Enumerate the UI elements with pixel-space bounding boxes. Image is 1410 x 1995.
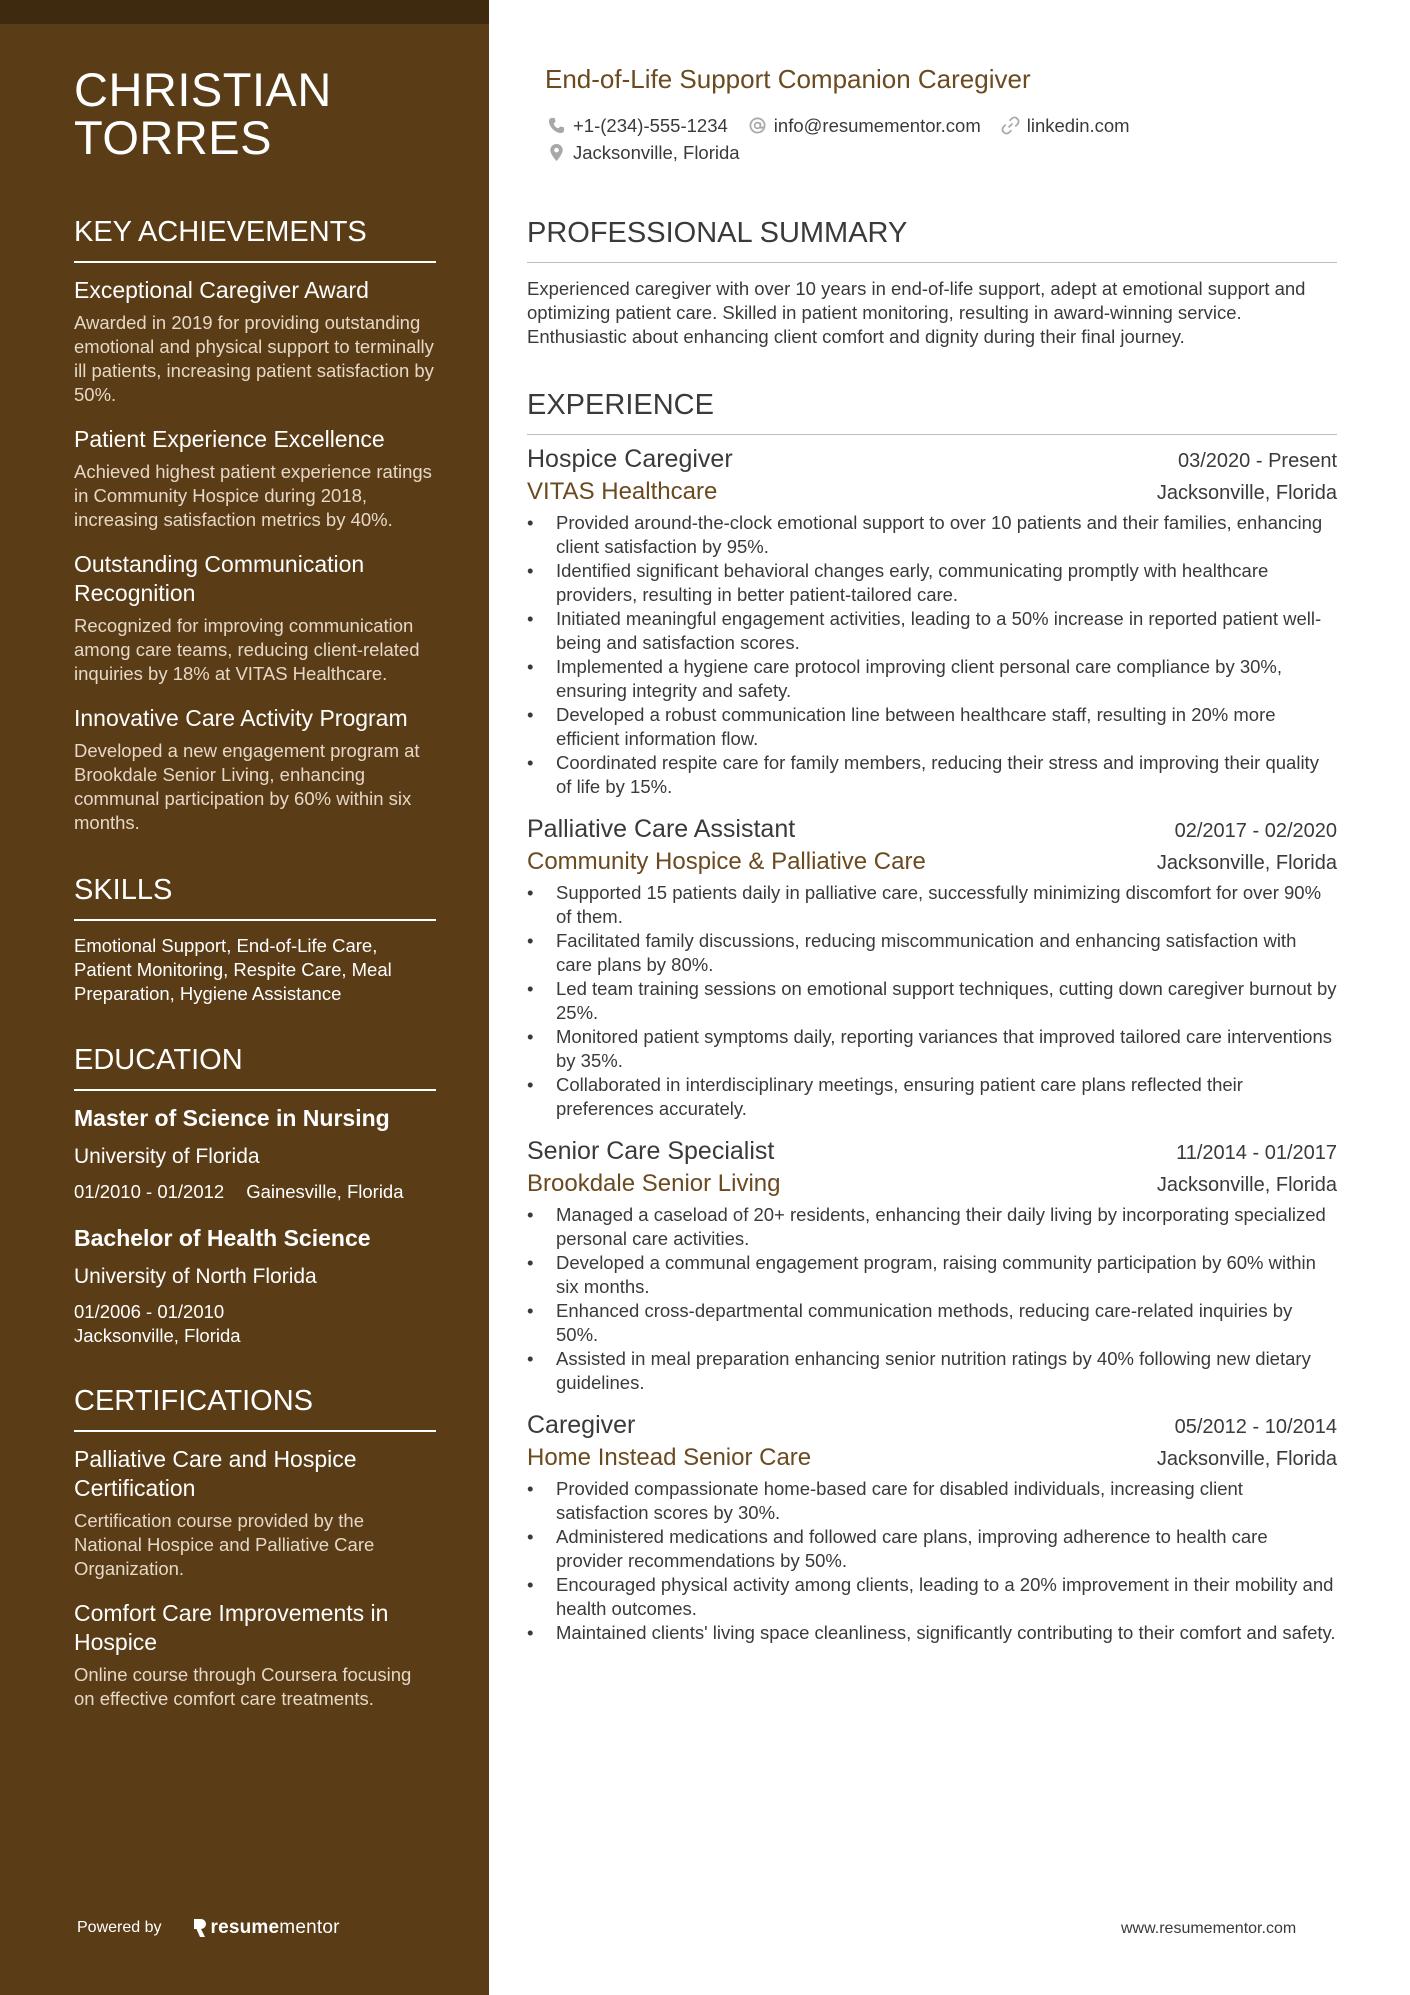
contact-email[interactable] [748,115,981,137]
experience-item [527,813,1337,1121]
education-school: University of North Florida [74,1265,317,1288]
certification-desc: Certification course provided by the National Hospice and Palliative Care Organization. [74,1510,375,1579]
bullet-item: • Collaborated in interdisciplinary meetings, ensuring patient care plans reflected their preferences accurately. [527,1073,1337,1121]
bullet-item: • Maintained clients' living space cleanliness, significantly contributing to their comfort and safety. [527,1621,1337,1645]
experience-bullets [527,511,1337,799]
experience-bullets [527,1477,1337,1645]
link-icon [1001,116,1020,135]
experience-company-row [527,1167,1337,1201]
skills-heading: SKILLS [74,873,436,921]
sidebar [0,0,489,1995]
certifications-section [74,1384,436,1711]
certification-title: Comfort Care Improvements in Hospice [74,1600,389,1655]
skills-list: Emotional Support, End-of-Life Care, Patient Monitoring, Respite Care, Meal Preparation, Hygiene Assistance [74,935,392,1004]
achievement-title: Exceptional Caregiver Award [74,277,369,303]
experience-item [527,1135,1337,1395]
education-item [74,1104,436,1204]
education-meta [74,1180,436,1204]
contact-info [547,112,1150,166]
bullet-item: • Initiated meaningful engagement activities, leading to a 50% increase in reported patient well-being and satisfaction scores. [527,607,1337,655]
experience-location: Jacksonville, Florida [1156,852,1337,874]
education-item [74,1224,436,1348]
location-text: Jacksonville, Florida [573,141,740,163]
experience-location: Jacksonville, Florida [1156,1174,1337,1196]
candidate-name [74,63,436,164]
education-meta [74,1300,436,1348]
achievement-item [74,276,436,407]
education-degree: Master of Science in Nursing [74,1105,390,1131]
achievement-title: Outstanding Communication Recognition [74,551,365,606]
email-text: info@resumementor.com [773,114,981,136]
bullet-item: • Enhanced cross-departmental communication methods, reducing care-related inquiries by 50%. [527,1299,1337,1347]
bullet-item: • Facilitated family discussions, reducing miscommunication and enhancing satisfaction with care plans by 80%. [527,929,1337,977]
experience-role-row [527,813,1337,845]
experience-dates: 02/2017 - 02/2020 [1174,820,1337,842]
education-dates: 01/2006 - 01/2010 [74,1301,225,1322]
contact-location [547,142,740,164]
experience-company-row [527,845,1337,879]
phone-icon [547,116,566,135]
footer-url[interactable]: www.resumementor.com [1121,1920,1297,1937]
name-last: TORRES [74,111,272,164]
experience-role: Hospice Caregiver [527,445,733,473]
education-dates: 01/2010 - 01/2012 [74,1181,225,1202]
sidebar-content [74,63,436,1729]
at-icon [748,116,767,135]
education-heading: EDUCATION [74,1043,436,1091]
bullet-item: • Administered medications and followed care plans, improving adherence to health care provider recommendations by 50%. [527,1525,1337,1573]
education-location: Gainesville, Florida [246,1181,404,1202]
bullet-item: • Provided compassionate home-based care for disabled individuals, increasing client satisfaction scores by 30%. [527,1477,1337,1525]
achievement-item [74,704,436,835]
experience-bullets [527,1203,1337,1395]
contact-row [547,112,1150,139]
bullet-item: • Encouraged physical activity among clients, leading to a 20% improvement in their mobility and health outcomes. [527,1573,1337,1621]
bullet-item: • Provided around-the-clock emotional support to over 10 patients and their families, enhancing client satisfaction by 95%. [527,511,1337,559]
experience-bullets [527,881,1337,1121]
achievement-desc: Awarded in 2019 for providing outstanding emotional and physical support to terminally ill patients, increasing patient satisfaction by 50%. [74,312,434,405]
powered-by [77,1917,340,1939]
bullet-item: • Developed a robust communication line between healthcare staff, resulting in 20% more efficient information flow. [527,703,1337,751]
brand-logo-icon [192,1918,206,1938]
bullet-item: • Implemented a hygiene care protocol improving client personal care compliance by 30%, ensuring integrity and safety. [527,655,1337,703]
experience-role-row [527,1135,1337,1167]
sidebar-top-band [0,0,489,24]
certifications-heading: CERTIFICATIONS [74,1384,436,1432]
experience-company-row [527,475,1337,509]
experience-heading: EXPERIENCE [527,388,1337,435]
summary-heading: PROFESSIONAL SUMMARY [527,216,1337,263]
achievement-desc: Recognized for improving communication among care teams, reducing client-related inquiries by 18% at VITAS Healthcare. [74,615,420,684]
certification-item [74,1599,436,1711]
phone-text: +1-(234)-555-1234 [573,114,728,136]
experience-role: Palliative Care Assistant [527,815,796,843]
bullet-item: • Identified significant behavioral changes early, communicating promptly with healthcare providers, resulting in better patient-tailored care. [527,559,1337,607]
skills-section [74,873,436,1006]
brand-name-bold: resume [210,1917,280,1938]
bullet-item: • Monitored patient symptoms daily, reporting variances that improved tailored care interventions by 35%. [527,1025,1337,1073]
headline: End-of-Life Support Companion Caregiver [545,64,1031,94]
education-school: University of Florida [74,1145,260,1168]
achievement-title: Innovative Care Activity Program [74,705,408,731]
achievement-desc: Achieved highest patient experience ratings in Community Hospice during 2018, increasing satisfaction metrics by 40%. [74,461,432,530]
location-pin-icon [547,143,566,162]
experience-item [527,443,1337,799]
education-degree: Bachelor of Health Science [74,1225,371,1251]
experience-item [527,1409,1337,1645]
brand-name-light: mentor [279,1917,340,1938]
powered-by-label: Powered by [77,1919,162,1936]
bullet-item: • Developed a communal engagement program, raising community participation by 60% within six months. [527,1251,1337,1299]
education-location: Jacksonville, Florida [74,1325,241,1346]
bullet-item: • Led team training sessions on emotional support techniques, cutting down caregiver burnout by 25%. [527,977,1337,1025]
bullet-item: • Coordinated respite care for family members, reducing their stress and improving their quality of life by 15%. [527,751,1337,799]
summary-section [527,216,1337,349]
experience-role: Caregiver [527,1411,636,1439]
contact-phone[interactable] [547,115,728,137]
certification-desc: Online course through Coursera focusing on effective comfort care treatments. [74,1664,412,1709]
experience-company: Home Instead Senior Care [527,1444,812,1471]
experience-company: Community Hospice & Palliative Care [527,848,926,875]
experience-company-row [527,1441,1337,1475]
bullet-item: • Assisted in meal preparation enhancing senior nutrition ratings by 40% following new dietary guidelines. [527,1347,1337,1395]
experience-company: VITAS Healthcare [527,478,718,505]
achievement-desc: Developed a new engagement program at Brookdale Senior Living, enhancing communal participation by 60% within six months. [74,740,420,833]
bullet-item: • Managed a caseload of 20+ residents, enhancing their daily living by incorporating specialized personal care activities. [527,1203,1337,1251]
bullet-item: • Supported 15 patients daily in palliative care, successfully minimizing discomfort for over 90% of them. [527,881,1337,929]
contact-linkedin[interactable] [1001,115,1130,137]
name-first: CHRISTIAN [74,63,332,116]
summary-text: Experienced caregiver with over 10 years in end-of-life support, adept at emotional support and optimizing patient care. Skilled in patient monitoring, resulting in award-winning service. Enthusiastic about enhancing client comfort and dignity during their final journey. [527,278,1306,347]
experience-location: Jacksonville, Florida [1156,482,1337,504]
experience-dates: 11/2014 - 01/2017 [1176,1142,1337,1164]
achievement-item [74,550,436,686]
linkedin-text: linkedin.com [1026,114,1130,136]
experience-role-row [527,1409,1337,1441]
main-content [527,216,1337,1659]
achievements-section [74,215,436,835]
achievement-item [74,425,436,532]
experience-role: Senior Care Specialist [527,1137,775,1165]
experience-dates: 05/2012 - 10/2014 [1174,1416,1337,1438]
contact-row [547,139,1150,166]
achievement-title: Patient Experience Excellence [74,426,385,452]
certification-item [74,1445,436,1581]
experience-dates: 03/2020 - Present [1178,450,1337,472]
experience-location: Jacksonville, Florida [1156,1448,1337,1470]
education-section [74,1043,436,1348]
experience-section [527,388,1337,1645]
experience-company: Brookdale Senior Living [527,1170,781,1197]
achievements-heading: KEY ACHIEVEMENTS [74,215,436,263]
brand-logo[interactable] [192,1917,340,1939]
certification-title: Palliative Care and Hospice Certification [74,1446,357,1501]
experience-role-row [527,443,1337,475]
